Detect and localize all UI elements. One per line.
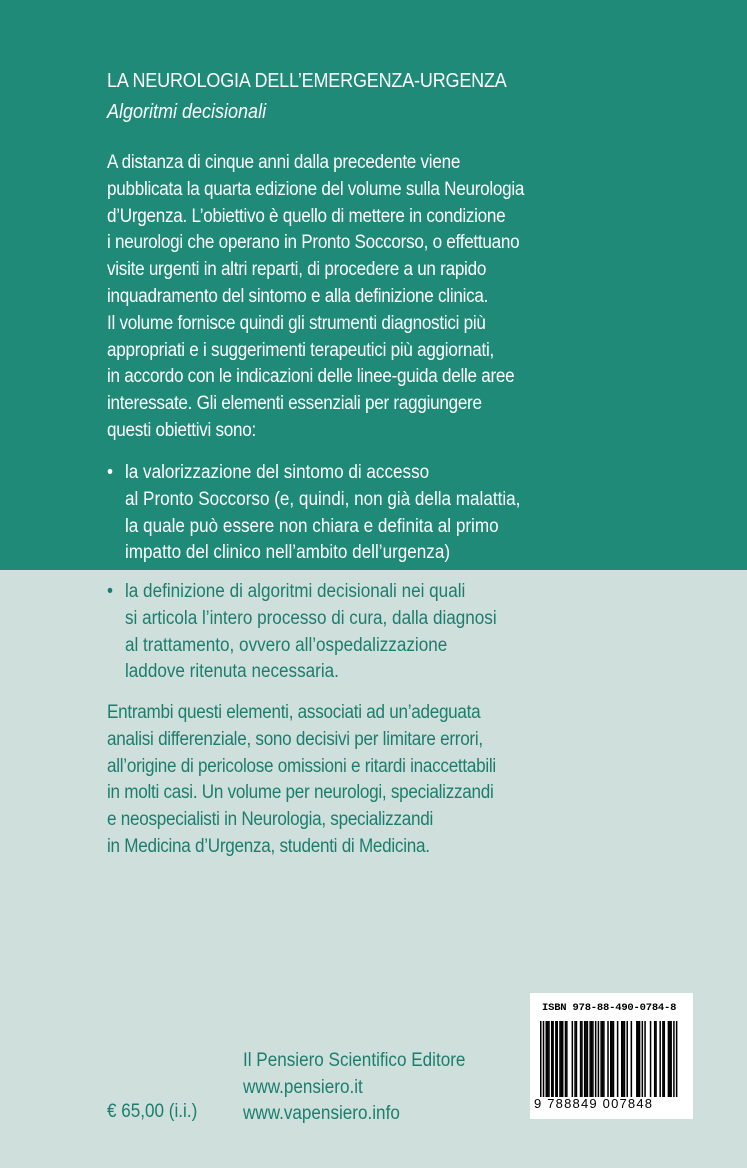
bullet-dot: •: [107, 462, 113, 483]
bullet-line: la quale può essere non chiara e definita al primo: [125, 515, 499, 537]
publisher-name: Il Pensiero Scientifico Editore: [243, 1050, 466, 1071]
closing-paragraph: [107, 700, 665, 861]
bullet-line: laddove ritenuta necessaria.: [125, 661, 339, 683]
bullet-dot: •: [107, 581, 113, 602]
bullet-line: impatto del clinico nell’ambito dell’urgenza): [125, 542, 451, 564]
closing-line: in molti casi. Un volume per neurologi, specializzandi: [107, 782, 494, 804]
book-subtitle: Algoritmi decisionali: [107, 101, 267, 123]
intro-paragraph: [107, 150, 665, 445]
closing-line: in Medicina d’Urgenza, studenti di Medicina.: [107, 835, 430, 857]
bullet-line: la valorizzazione del sintomo di accesso: [125, 462, 430, 483]
closing-line: Entrambi questi elementi, associati ad un’adeguata: [107, 702, 481, 723]
intro-line: interessate. Gli elementi essenziali per raggiungere: [107, 393, 482, 415]
barcode-digits: 9 788849 007848: [534, 1096, 654, 1111]
bullet-line: al trattamento, ovvero all’ospedalizzazione: [125, 634, 448, 656]
publisher-url-2: www.vapensiero.info: [243, 1103, 400, 1124]
intro-line: visite urgenti in altri reparti, di procedere a un rapido: [107, 259, 487, 281]
publisher-block: [243, 1048, 465, 1128]
book-title: LA NEUROLOGIA DELL’EMERGENZA-URGENZA: [107, 70, 507, 92]
barcode-icon: [540, 1021, 683, 1099]
closing-line: e neospecialisti in Neurologia, specializzandi: [107, 809, 433, 831]
barcode-panel: [530, 993, 693, 1119]
intro-line: Il volume fornisce quindi gli strumenti diagnostici più: [107, 312, 486, 334]
publisher-url: www.pensiero.it: [243, 1076, 363, 1098]
intro-line: in accordo con le indicazioni delle linee-guida delle aree: [107, 366, 515, 388]
isbn-label: ISBN 978-88-490-0784-8: [542, 1002, 677, 1014]
intro-line: A distanza di cinque anni dalla precedente viene: [107, 152, 461, 173]
price-label: € 65,00 (i.i.): [107, 1101, 198, 1122]
intro-line: d’Urgenza. L’obiettivo è quello di mettere in condizione: [107, 205, 506, 227]
closing-line: all’origine di pericolose omissioni e ritardi inaccettabili: [107, 755, 496, 777]
bullet-line: si articola l’intero processo di cura, dalla diagnosi: [125, 607, 497, 629]
closing-line: analisi differenziale, sono decisivi per limitare errori,: [107, 728, 483, 750]
intro-line: pubblicata la quarta edizione del volume sulla Neurologia: [107, 178, 525, 200]
intro-line: questi obiettivi sono:: [107, 419, 257, 441]
intro-line: i neurologi che operano in Pronto Soccorso, o effettuano: [107, 232, 520, 254]
intro-line: appropriati e i suggerimenti terapeutici più aggiornati,: [107, 339, 494, 361]
bullet-line: la definizione di algoritmi decisionali nei quali: [125, 581, 466, 602]
intro-line: inquadramento del sintomo e alla definizione clinica.: [107, 285, 489, 307]
bullet-line: al Pronto Soccorso (e, quindi, non già della malattia,: [125, 488, 521, 510]
